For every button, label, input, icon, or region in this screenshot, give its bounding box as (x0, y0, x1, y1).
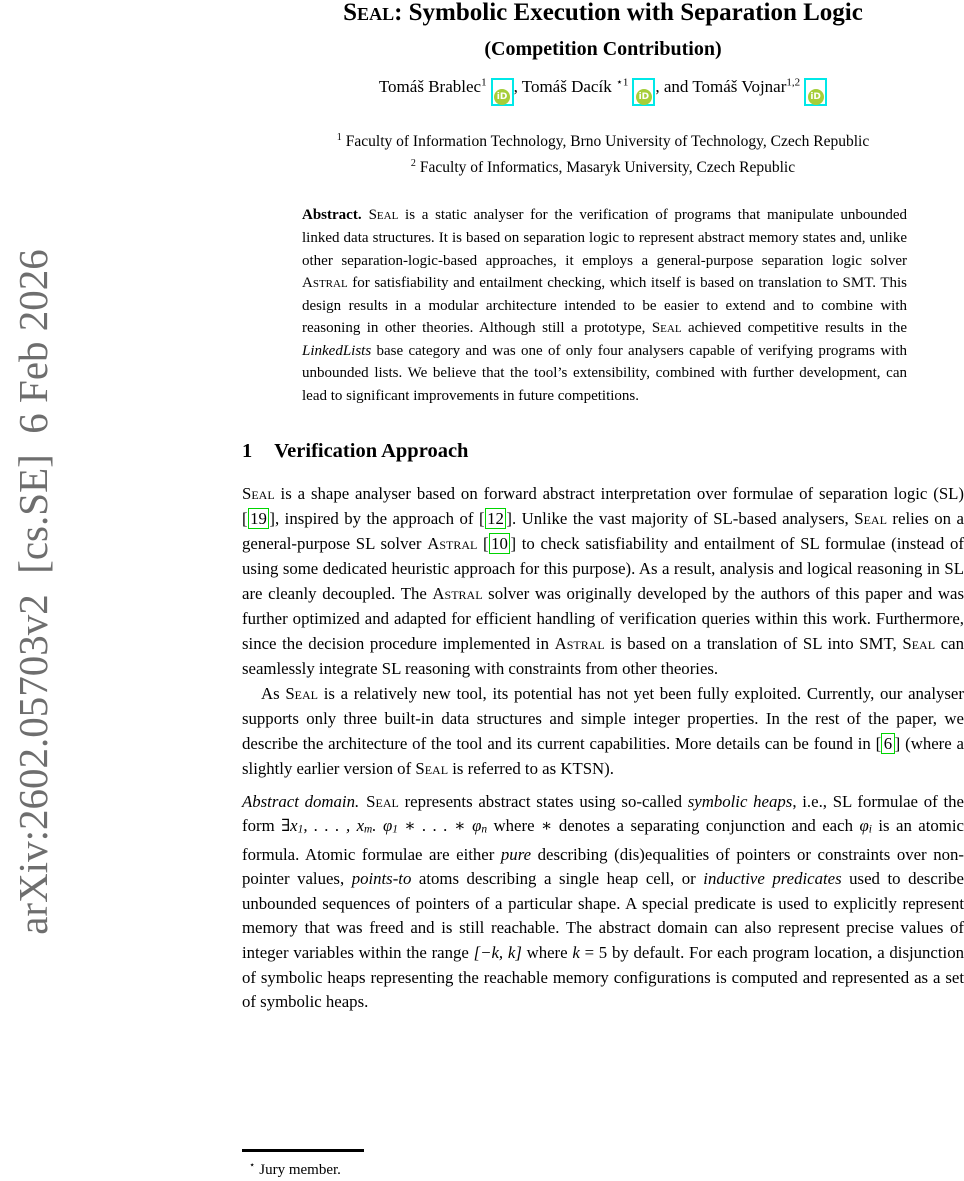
paper-subtitle: (Competition Contribution) (484, 38, 722, 60)
orcid-id-glyph: iD (808, 89, 824, 105)
text-run: Abstract domain. (242, 791, 360, 811)
footnote-area (242, 1149, 964, 1181)
body-paragraph-2 (242, 681, 964, 781)
text-run: is referred to as KTSN). (448, 758, 614, 778)
text-run: Seal (285, 683, 319, 703)
text-run: 1 (297, 823, 304, 836)
text-run: , i.e., SL formulae of the form (242, 791, 964, 836)
text-run: ]. Unlike the vast majority of SL-based analysers, (506, 508, 855, 528)
footnote (242, 1155, 964, 1181)
section-heading (242, 439, 964, 464)
text-run: . φ (372, 816, 393, 836)
byline-separator: , (513, 77, 522, 96)
text-run: As (261, 683, 286, 703)
paper-title (242, 0, 964, 27)
text-run: solver was originally developed by the authors of this paper and was further optimized and adapted for efficient handling of verification queries within this work. Furthermore, since the decision procedure implemented in (242, 583, 964, 653)
text-run: atoms describing a single heap cell, or (411, 869, 704, 889)
byline-separator: , (655, 77, 664, 96)
orcid-id-glyph: iD (636, 89, 652, 105)
text-run: points-to (351, 869, 412, 889)
text-run: ] to check satisfiability and entailment of SL formulae (instead of using some dedicated heuristic approach for this purpose). As a result, analysis and logical reasoning in SL are cleanly decoupled. The (242, 533, 964, 603)
orcid-icon[interactable] (804, 78, 827, 106)
text-run: inductive predicates (703, 869, 842, 889)
author-byline (242, 73, 964, 106)
text-run: pure (500, 844, 532, 864)
text-run: [ (477, 533, 489, 553)
citation-link[interactable]: 12 (485, 508, 507, 529)
text-run: is a relatively new tool, its potential has not yet been fully exploited. Currently, our analyser supports only three built-in data structures and simple integer properties. In the rest of the paper, we describe the architecture of the tool and its current capabilities. More details can be found in [ (242, 683, 964, 753)
text-run: is a shape analyser based on forward abstract interpretation over formulae of separation logic (SL) [ (242, 483, 964, 528)
text-run: base category and was one of only four analysers capable of verifying programs with unbounded lists. We believe that the tool’s extensibility, combined with further development, can lead to significant improvements in future competitions. (302, 342, 907, 405)
text-run: Seal (902, 633, 936, 653)
text-run: where (487, 816, 541, 836)
text-run: [−k, k] (473, 942, 522, 962)
text-run: m (364, 823, 373, 836)
text-run: = 5 by default. For each program location, a disjunction of symbolic heaps representing the reachable memory configurations is computed and represented as a set of symbolic heaps. (242, 942, 964, 1012)
text-run: 1 (392, 823, 398, 836)
paper-page (242, 0, 964, 1015)
text-run: Seal (651, 320, 682, 337)
author-name: Tomáš Brablec (378, 77, 482, 96)
author-affiliation-marker: ⋆1 (615, 76, 629, 89)
citation-link[interactable]: 6 (881, 733, 894, 754)
text-run: ∗ . . . ∗ φ (397, 816, 482, 836)
text-run: denotes a separating conjunction and each (552, 816, 860, 836)
text-run: ] (where a slightly earlier version of (242, 733, 964, 778)
text-run: is a static analyser for the verification of programs that manipulate unbounded linked data structures. It is based on separation logic to represent abstract memory states and, unlike other separation-logic-based approaches, it employs a general-purpose separation logic solver (302, 207, 907, 269)
affiliation-line (242, 153, 964, 179)
text-run: Astral (302, 275, 348, 292)
text-run: k (572, 942, 580, 962)
abstract-paragraph (302, 204, 907, 407)
text-run: Astral (554, 633, 605, 653)
text-run: relies on a general-purpose SL solver (242, 508, 964, 553)
author-affiliation-marker: 1 (481, 76, 487, 89)
text-run: is based on a translation of SL into SMT, (604, 633, 903, 653)
author-name: and Tomáš Vojnar (663, 77, 787, 96)
text-run: Abstract. (302, 207, 362, 224)
text-run: Seal (854, 508, 887, 528)
text-run: used to describe unbounded sequences of pointers of a particular shape. A special predicate is used to explicitly represent memory that was freed and is still reachable. The abstract domain can also represent precise values of integer variables within the range (242, 869, 964, 962)
citation-link[interactable]: 10 (489, 533, 511, 554)
text-run: Astral (432, 583, 483, 603)
paper-title-seal: Seal (343, 0, 395, 26)
text-run: ∗ (540, 816, 553, 836)
text-run: symbolic heaps (687, 791, 793, 811)
text-run: is an atomic formula. Atomic formulae are either (242, 816, 964, 864)
affiliation-line (242, 127, 964, 153)
footnote-rule (242, 1149, 364, 1152)
author-affiliation-marker: 1,2 (786, 76, 801, 89)
affiliation-text: Faculty of Information Technology, Brno University of Technology, Czech Republic (345, 133, 870, 151)
affiliation-text: Faculty of Informatics, Masaryk University, Czech Republic (419, 159, 796, 177)
text-run: Astral (427, 533, 478, 553)
text-run: φ (859, 816, 869, 836)
arxiv-watermark: arXiv:2602.05703v2 [cs.SE] 6 Feb 2026 (10, 249, 56, 935)
body-paragraph-3 (242, 790, 964, 1015)
text-run: Seal (366, 791, 399, 811)
author-name: Tomáš Dacík (521, 77, 616, 96)
text-run: Seal (415, 758, 449, 778)
orcid-icon[interactable] (491, 78, 514, 106)
affiliation-number: 1 (336, 132, 342, 143)
text-run: Seal (368, 207, 399, 224)
text-run: Seal (242, 483, 275, 503)
text-run: , . . . , x (303, 816, 365, 836)
text-run: achieved competitive results in the (681, 320, 908, 337)
orcid-id-glyph: iD (494, 89, 510, 105)
orcid-icon[interactable] (632, 78, 655, 106)
affiliations (242, 127, 964, 179)
section-number: 1 (242, 439, 253, 462)
text-run: ], inspired by the approach of [ (269, 508, 485, 528)
text-run: for satisfiability and entailment checking, which itself is based on translation to SMT. This design results in a modular architecture intended to be easier to extend and to combine with reasoning in other theories. Although still a prototype, (302, 275, 907, 337)
citation-link[interactable]: 19 (248, 508, 270, 529)
footnote-marker: ⋆ (249, 1159, 256, 1171)
text-run: where (521, 942, 573, 962)
text-run: LinkedLists (302, 342, 372, 359)
text-run: i (868, 823, 872, 836)
paper-title-rest: : Symbolic Execution with Separation Logic (394, 0, 863, 26)
text-run: ∃x (281, 816, 298, 836)
text-run: describing (dis)equalities of pointers or constraints over non-pointer values, (242, 844, 964, 889)
footnote-text: Jury member. (259, 1161, 341, 1178)
affiliation-number: 2 (410, 158, 416, 170)
text-run: n (481, 823, 488, 836)
body-paragraph-1 (242, 481, 964, 681)
text-run: represents abstract states using so-called (398, 791, 688, 811)
text-run: can seamlessly integrate SL reasoning with constraints from other theories. (242, 633, 964, 678)
section-title: Verification Approach (274, 439, 469, 462)
